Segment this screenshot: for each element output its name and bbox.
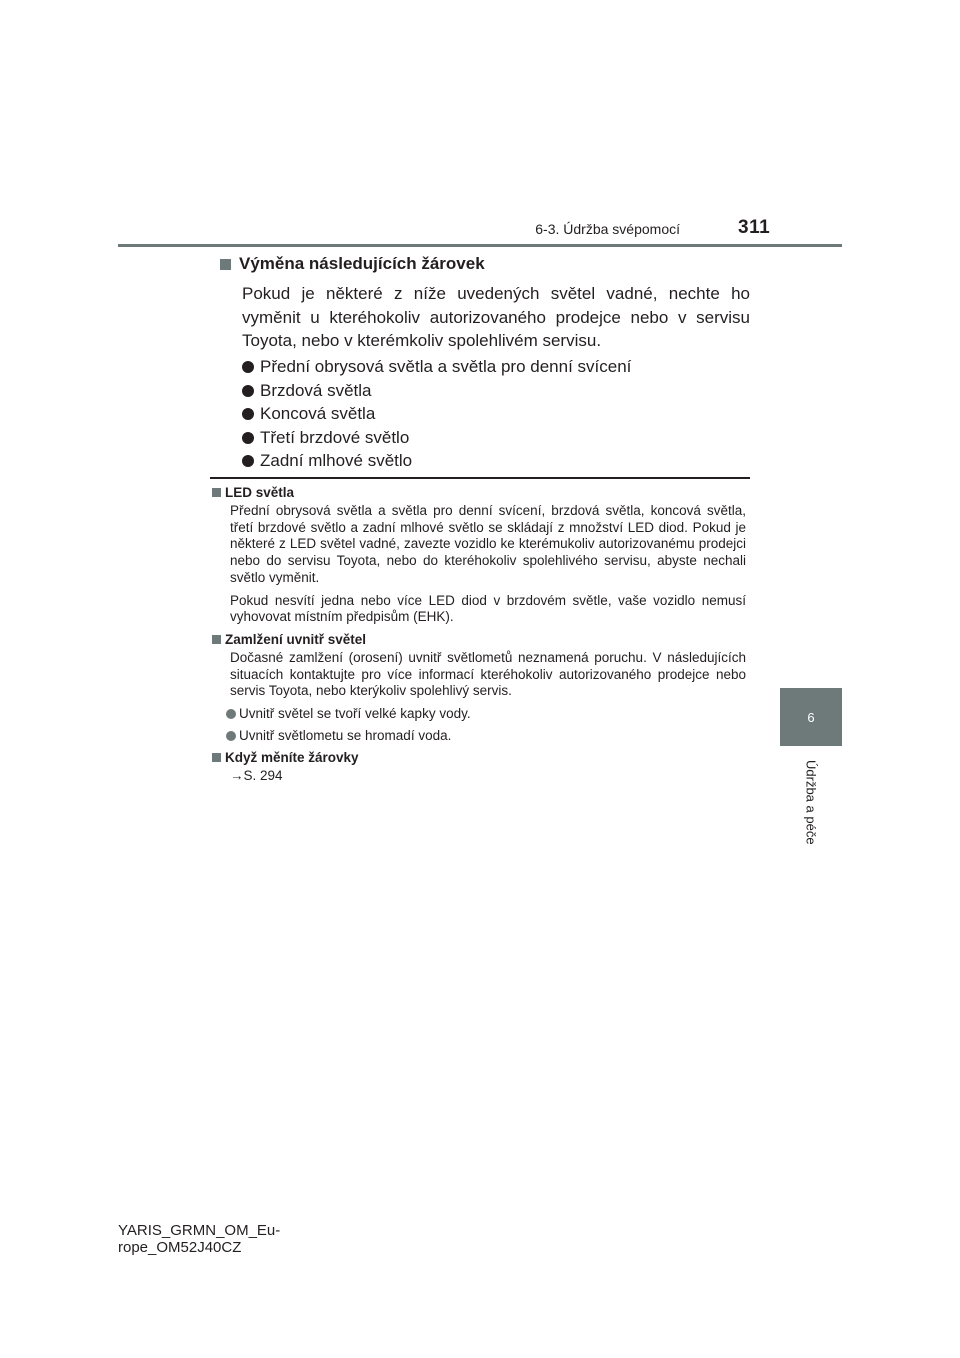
bullet-dot-icon xyxy=(226,709,236,719)
bullet-dot-icon xyxy=(242,408,254,420)
list-item: Uvnitř světlometu se hromadí voda. xyxy=(226,728,746,743)
bullet-dot-icon xyxy=(242,432,254,444)
list-item: Třetí brzdové světlo xyxy=(242,429,750,447)
note-paragraph: Pokud nesvítí jedna nebo více LED diod v brzdovém světle, vaše vozidlo nemusí vyhovovat místním předpisům (EHK). xyxy=(230,592,746,625)
list-item: Přední obrysová světla a světla pro denní svícení xyxy=(242,359,750,377)
list-item: Uvnitř světel se tvoří velké kapky vody. xyxy=(226,706,746,721)
bullet-dot-icon xyxy=(226,731,236,741)
main-heading xyxy=(210,254,750,274)
note-paragraph: Přední obrysová světla a světla pro denní svícení, brzdová světla, koncová světla, třetí brzdové světlo a zadní mlhové světlo se skládají z množství LED diod. Pokud je některé z LED světel vadné, zavezte vozidlo ke kterémukoliv autorizovanému prodejci nebo do servisu Toyota, nebo do kteréhokoliv spolehlivého servisu, abyste nechali světlo vyměnit. xyxy=(230,503,746,585)
chapter-number: 6 xyxy=(807,709,815,725)
header-divider xyxy=(118,244,842,247)
bullet-dot-icon xyxy=(242,455,254,467)
square-bullet-icon xyxy=(220,259,231,270)
note-heading-bulbs: Když měníte žárovky xyxy=(210,750,746,765)
list-item: Brzdová světla xyxy=(242,382,750,400)
main-heading-text: Výměna následujících žárovek xyxy=(239,254,485,273)
square-bullet-icon xyxy=(212,635,221,644)
document-code xyxy=(118,1222,280,1256)
square-bullet-icon xyxy=(212,753,221,762)
bullet-dot-icon xyxy=(242,361,254,373)
square-bullet-icon xyxy=(212,488,221,497)
notes-divider xyxy=(210,477,750,479)
note-heading-led: LED světla xyxy=(210,485,746,500)
main-section xyxy=(210,254,750,476)
page-number: 311 xyxy=(738,217,771,238)
document-code-line: rope_OM52J40CZ xyxy=(118,1239,242,1256)
document-code-line: YARIS_GRMN_OM_Eu- xyxy=(118,1222,281,1239)
main-paragraph: Pokud je některé z níže uvedených světel vadné, nechte ho vyměnit u kteréhokoliv autorizovaného prodejce nebo v servisu Toyota, nebo v kterémkoliv spolehlivém servisu. xyxy=(242,284,750,350)
note-heading-fog: Zamlžení uvnitř světel xyxy=(210,632,746,647)
list-item: Koncová světla xyxy=(242,406,750,424)
note-paragraph: Dočasné zamlžení (orosení) uvnitř světlometů neznamená poruchu. V následujících situacích kontaktujte pro více informací kteréhokoliv autorizovaného prodejce nebo servis Toyota, nebo kterýkoliv spolehlivý servis. xyxy=(230,649,746,699)
chapter-label-text: Údržba a péče xyxy=(803,760,819,845)
notes-section xyxy=(210,485,746,783)
bullet-dot-icon xyxy=(242,385,254,397)
section-title: 6-3. Údržba svépomocí xyxy=(535,221,680,237)
chapter-tab xyxy=(780,688,842,746)
list-item: Zadní mlhové světlo xyxy=(242,453,750,471)
page-reference-link[interactable]: →S. 294 xyxy=(230,768,283,784)
chapter-label xyxy=(780,760,842,856)
